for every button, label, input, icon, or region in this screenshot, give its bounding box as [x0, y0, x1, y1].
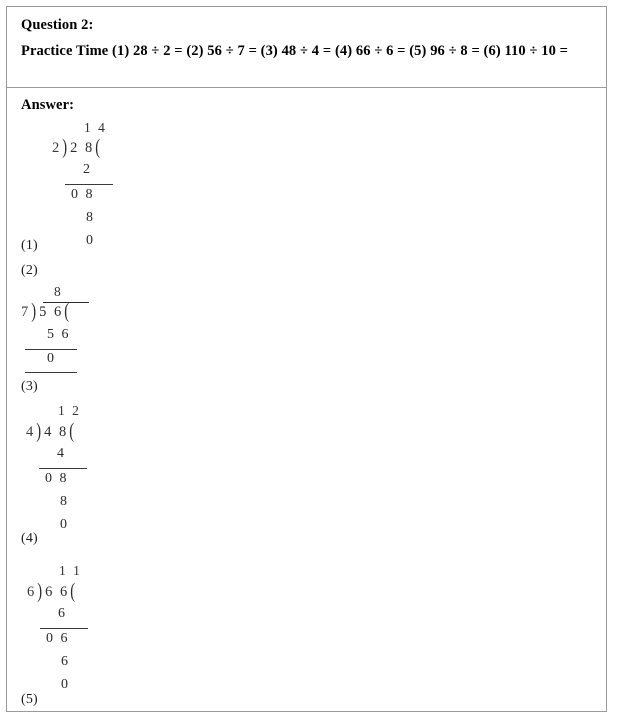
division-4-dividend: 6 6 [45, 584, 70, 600]
division-3-quotient: 1 2 [58, 403, 81, 418]
division-1-quotient: 1 4 [84, 120, 107, 135]
division-4-quotient: 1 1 [59, 563, 82, 578]
step-label-1: (1) [21, 238, 38, 253]
division-3-dividend: 4 8 [44, 424, 69, 440]
division-2-bracket-row [21, 300, 72, 324]
division-3-rule-1 [39, 468, 87, 469]
division-4-subtrahend-2: 6 [61, 654, 70, 669]
division-1-dividend: 2 8 [70, 140, 95, 156]
division-4-bracket-row [27, 580, 78, 604]
step-label-2: (2) [21, 263, 38, 278]
division-1-remainder-1: 0 8 [71, 187, 95, 202]
division-1-close-paren: ( [95, 136, 103, 160]
question-prompt: Practice Time (1) 28 ÷ 2 = (2) 56 ÷ 7 = (3) 48 ÷ 4 = (4) 66 ÷ 6 = (5) 96 ÷ 8 = (6) 110 ÷ 10 = [21, 43, 569, 59]
division-3-remainder-2: 0 [60, 517, 69, 532]
division-2-dividend: 5 6 [39, 304, 64, 320]
division-4-rule-1 [40, 628, 88, 629]
division-4-close-paren: ( [70, 580, 78, 604]
division-4-remainder-2: 0 [61, 677, 70, 692]
division-2-subtrahend-1: 5 6 [47, 327, 71, 342]
division-1-subtrahend-2: 8 [86, 210, 95, 225]
step-label-3: (3) [21, 379, 38, 394]
division-4-divisor: 6 [27, 584, 37, 600]
division-1-rule-1 [65, 184, 113, 185]
division-2-rule-1 [25, 349, 77, 350]
division-4-subtrahend-1: 6 [58, 606, 67, 621]
division-3-subtrahend-2: 8 [60, 494, 69, 509]
division-2-open-paren: ) [31, 300, 39, 324]
division-3-bracket-row [26, 420, 77, 444]
division-4-remainder-1: 0 6 [46, 631, 70, 646]
division-2-quotient: 8 [54, 284, 63, 299]
division-1-divisor: 2 [52, 140, 62, 156]
division-2-rule-2 [25, 372, 77, 373]
division-3-remainder-1: 0 8 [45, 471, 69, 486]
division-3-subtrahend-1: 4 [57, 446, 66, 461]
step-label-4: (4) [21, 531, 38, 546]
division-2-close-paren: ( [64, 300, 72, 324]
division-2-divisor: 7 [21, 304, 31, 320]
question-heading: Question 2: [21, 17, 94, 33]
division-3-divisor: 4 [26, 424, 36, 440]
answer-heading: Answer: [21, 97, 75, 113]
division-1-open-paren: ) [62, 136, 70, 160]
question-block [7, 7, 606, 88]
division-1-remainder-2: 0 [86, 233, 95, 248]
question-answer-card [6, 6, 607, 712]
answer-block [7, 88, 606, 711]
step-label-5: (5) [21, 692, 38, 707]
division-4-open-paren: ) [37, 580, 45, 604]
division-3-open-paren: ) [36, 420, 44, 444]
division-3-close-paren: ( [69, 420, 77, 444]
division-1-bracket-row [52, 136, 103, 160]
division-1-subtrahend-1: 2 [83, 162, 92, 177]
division-2-remainder-1: 0 [47, 351, 56, 366]
